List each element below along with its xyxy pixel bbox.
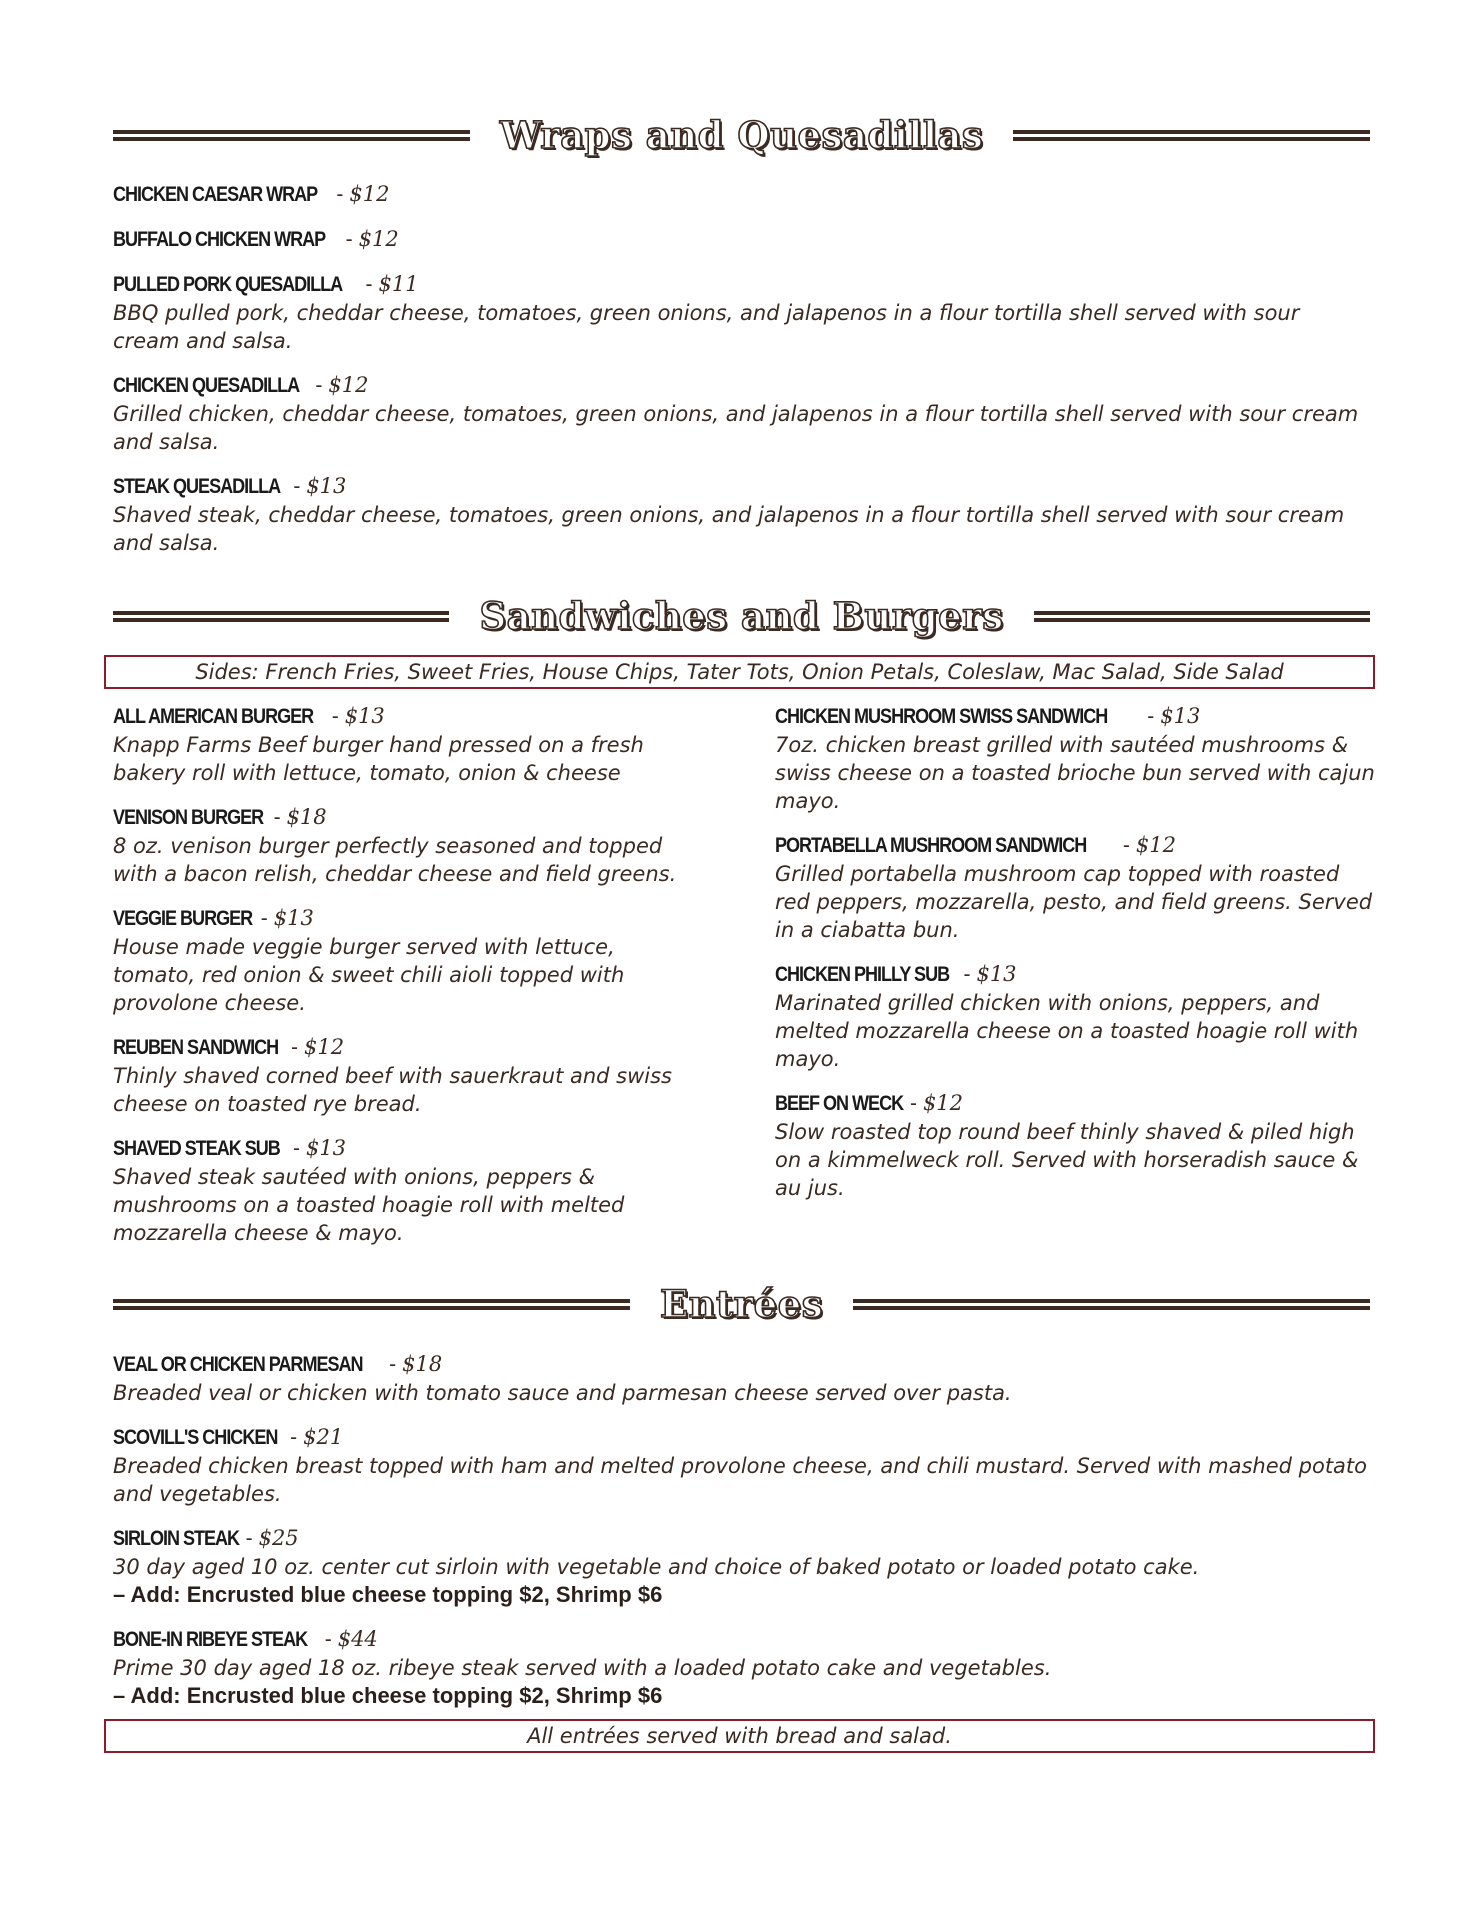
section-title: Sandwiches and Burgers [479, 594, 1004, 638]
item-addon: – Add: Encrusted blue cheese topping $2, Shrimp $6 [113, 1683, 663, 1708]
header-rule-left [113, 611, 449, 622]
menu-item: VENISON BURGER - $18 8 oz. venison burger perfectly seasoned and topped with a bacon relish, cheddar cheese and field greens. [113, 803, 693, 888]
header-rule-right [853, 1299, 1370, 1310]
item-description: Prime 30 day aged 18 oz. ribeye steak served with a loaded potato cake and vegetables. [113, 1656, 1052, 1680]
menu-item: REUBEN SANDWICH - $12 Thinly shaved corned beef with sauerkraut and swiss cheese on toasted rye bread. [113, 1033, 693, 1118]
item-price: $12 [349, 182, 390, 206]
menu-item: STEAK QUESADILLA - $13 Shaved steak, cheddar cheese, tomatoes, green onions, and jalapenos in a flour tortilla shell served with sour cream and salsa. [113, 472, 1370, 557]
menu-item: SHAVED STEAK SUB - $13 Shaved steak sautéed with onions, peppers & mushrooms on a toasted hoagie roll with melted mozzarella cheese & mayo. [113, 1134, 693, 1247]
item-price: $13 [273, 906, 314, 930]
header-rule-left [113, 130, 470, 141]
item-description: Slow roasted top round beef thinly shaved & piled high on a kimmelweck roll. Served with horseradish sauce & au jus. [775, 1120, 1359, 1200]
menu-item: BEEF ON WECK - $12 Slow roasted top round beef thinly shaved & piled high on a kimmelweck roll. Served with horseradish sauce & au jus. [775, 1089, 1375, 1202]
item-price: $12 [358, 227, 399, 251]
menu-item: VEGGIE BURGER - $13 House made veggie burger served with lettuce, tomato, red onion & sweet chili aioli topped with provolone cheese. [113, 904, 693, 1017]
item-name: CHICKEN MUSHROOM SWISS SANDWICH [775, 705, 1108, 728]
section-header-entrees [113, 1282, 1370, 1326]
section-header-sandwiches [113, 594, 1370, 638]
item-name: REUBEN SANDWICH [113, 1036, 279, 1059]
header-rule-right [1013, 130, 1370, 141]
item-name: SCOVILL'S CHICKEN [113, 1426, 278, 1449]
item-price: $25 [258, 1526, 299, 1550]
item-description: Breaded veal or chicken with tomato sauce and parmesan cheese served over pasta. [113, 1381, 1012, 1405]
section-header-wraps [113, 113, 1370, 157]
item-description: Thinly shaved corned beef with sauerkraut and swiss cheese on toasted rye bread. [113, 1064, 672, 1116]
item-price: $18 [402, 1352, 443, 1376]
item-description: 7oz. chicken breast grilled with sautéed mushrooms & swiss cheese on a toasted brioche bun served with cajun mayo. [775, 733, 1375, 813]
item-description: Knapp Farms Beef burger hand pressed on a fresh bakery roll with lettuce, tomato, onion & cheese [113, 733, 644, 785]
menu-item: SIRLOIN STEAK - $25 30 day aged 10 oz. center cut sirloin with vegetable and choice of baked potato or loaded potato cake. – Add: Encrusted blue cheese topping $2, Shrimp $6 [113, 1524, 1370, 1609]
item-name: SHAVED STEAK SUB [113, 1137, 280, 1160]
item-price: $13 [976, 962, 1017, 986]
item-price: $13 [1160, 704, 1201, 728]
item-description: Breaded chicken breast topped with ham and melted provolone cheese, and chili mustard. Served with mashed potato and vegetables. [113, 1454, 1368, 1506]
item-name: BUFFALO CHICKEN WRAP [113, 228, 326, 251]
item-price: $21 [303, 1425, 344, 1449]
menu-item: CHICKEN MUSHROOM SWISS SANDWICH - $13 7oz. chicken breast grilled with sautéed mushrooms & swiss cheese on a toasted brioche bun served with cajun mayo. [775, 704, 1375, 813]
section-title: Wraps and Quesadillas [499, 113, 984, 157]
item-description: Grilled portabella mushroom cap topped with roasted red peppers, mozzarella, pesto, and field greens. Served in a ciabatta bun. [775, 862, 1373, 942]
menu-item: ALL AMERICAN BURGER - $13 Knapp Farms Beef burger hand pressed on a fresh bakery roll with lettuce, tomato, onion & cheese [113, 702, 693, 787]
item-name: CHICKEN CAESAR WRAP [113, 183, 318, 206]
header-rule-left [113, 1299, 630, 1310]
header-rule-right [1034, 611, 1370, 622]
item-description: Shaved steak sautéed with onions, peppers & mushrooms on a toasted hoagie roll with melted mozzarella cheese & mayo. [113, 1165, 625, 1245]
menu-item: PORTABELLA MUSHROOM SANDWICH - $12 Grilled portabella mushroom cap topped with roasted red peppers, mozzarella, pesto, and field greens. Served in a ciabatta bun. [775, 831, 1375, 944]
item-name: VENISON BURGER [113, 806, 264, 829]
entrees-notice: All entrées served with bread and salad. [104, 1719, 1375, 1753]
item-price: $13 [306, 474, 347, 498]
item-name: PULLED PORK QUESADILLA [113, 273, 343, 296]
item-price: $13 [344, 704, 385, 728]
item-name: BEEF ON WECK [775, 1092, 904, 1115]
menu-item: CHICKEN CAESAR WRAP - $12 [113, 180, 1370, 209]
menu-item: SCOVILL'S CHICKEN - $21 Breaded chicken breast topped with ham and melted provolone cheese, and chili mustard. Served with mashed potato and vegetables. [113, 1423, 1370, 1508]
menu-item: BONE-IN RIBEYE STEAK - $44 Prime 30 day aged 18 oz. ribeye steak served with a loaded potato cake and vegetables. – Add: Encrusted blue cheese topping $2, Shrimp $6 [113, 1625, 1370, 1710]
item-name: VEAL OR CHICKEN PARMESAN [113, 1353, 363, 1376]
item-name: BONE-IN RIBEYE STEAK [113, 1628, 308, 1651]
section-title: Entrées [659, 1282, 824, 1326]
item-description: House made veggie burger served with lettuce, tomato, red onion & sweet chili aioli topped with provolone cheese. [113, 935, 625, 1015]
item-description: Marinated grilled chicken with onions, peppers, and melted mozzarella cheese on a toasted hoagie roll with mayo. [775, 991, 1359, 1071]
item-description: Shaved steak, cheddar cheese, tomatoes, green onions, and jalapenos in a flour tortilla shell served with sour cream and salsa. [113, 503, 1345, 555]
item-description: 8 oz. venison burger perfectly seasoned and topped with a bacon relish, cheddar cheese and field greens. [113, 834, 677, 886]
item-name: PORTABELLA MUSHROOM SANDWICH [775, 834, 1087, 857]
item-description: BBQ pulled pork, cheddar cheese, tomatoes, green onions, and jalapenos in a flour tortilla shell served with sour cream and salsa. [113, 301, 1300, 353]
item-description: Grilled chicken, cheddar cheese, tomatoes, green onions, and jalapenos in a flour tortilla shell served with sour cream and salsa. [113, 402, 1359, 454]
menu-item: PULLED PORK QUESADILLA - $11 BBQ pulled pork, cheddar cheese, tomatoes, green onions, and jalapenos in a flour tortilla shell served with sour cream and salsa. [113, 270, 1370, 355]
item-name: SIRLOIN STEAK [113, 1527, 240, 1550]
item-name: ALL AMERICAN BURGER [113, 705, 314, 728]
item-description: 30 day aged 10 oz. center cut sirloin with vegetable and choice of baked potato or loaded potato cake. [113, 1555, 1200, 1579]
item-price: $12 [328, 373, 369, 397]
item-price: $12 [922, 1091, 964, 1115]
menu-item: BUFFALO CHICKEN WRAP - $12 [113, 225, 1370, 254]
item-price: $12 [304, 1035, 345, 1059]
item-price: $18 [286, 805, 327, 829]
item-price: $44 [337, 1627, 378, 1651]
menu-item: CHICKEN PHILLY SUB - $13 Marinated grilled chicken with onions, peppers, and melted mozzarella cheese on a toasted hoagie roll with mayo. [775, 960, 1375, 1073]
item-price: $13 [305, 1136, 347, 1160]
item-price: $12 [1135, 833, 1176, 857]
item-name: CHICKEN QUESADILLA [113, 374, 300, 397]
menu-item: VEAL OR CHICKEN PARMESAN - $18 Breaded veal or chicken with tomato sauce and parmesan cheese served over pasta. [113, 1350, 1370, 1407]
item-name: STEAK QUESADILLA [113, 475, 281, 498]
item-name: VEGGIE BURGER [113, 907, 253, 930]
menu-item: CHICKEN QUESADILLA - $12 Grilled chicken, cheddar cheese, tomatoes, green onions, and jalapenos in a flour tortilla shell served with sour cream and salsa. [113, 371, 1370, 456]
item-price: $11 [378, 272, 419, 296]
sides-notice: Sides: French Fries, Sweet Fries, House Chips, Tater Tots, Onion Petals, Coleslaw, Mac Salad, Side Salad [104, 655, 1375, 689]
item-name: CHICKEN PHILLY SUB [775, 963, 950, 986]
item-addon: – Add: Encrusted blue cheese topping $2, Shrimp $6 [113, 1582, 663, 1607]
